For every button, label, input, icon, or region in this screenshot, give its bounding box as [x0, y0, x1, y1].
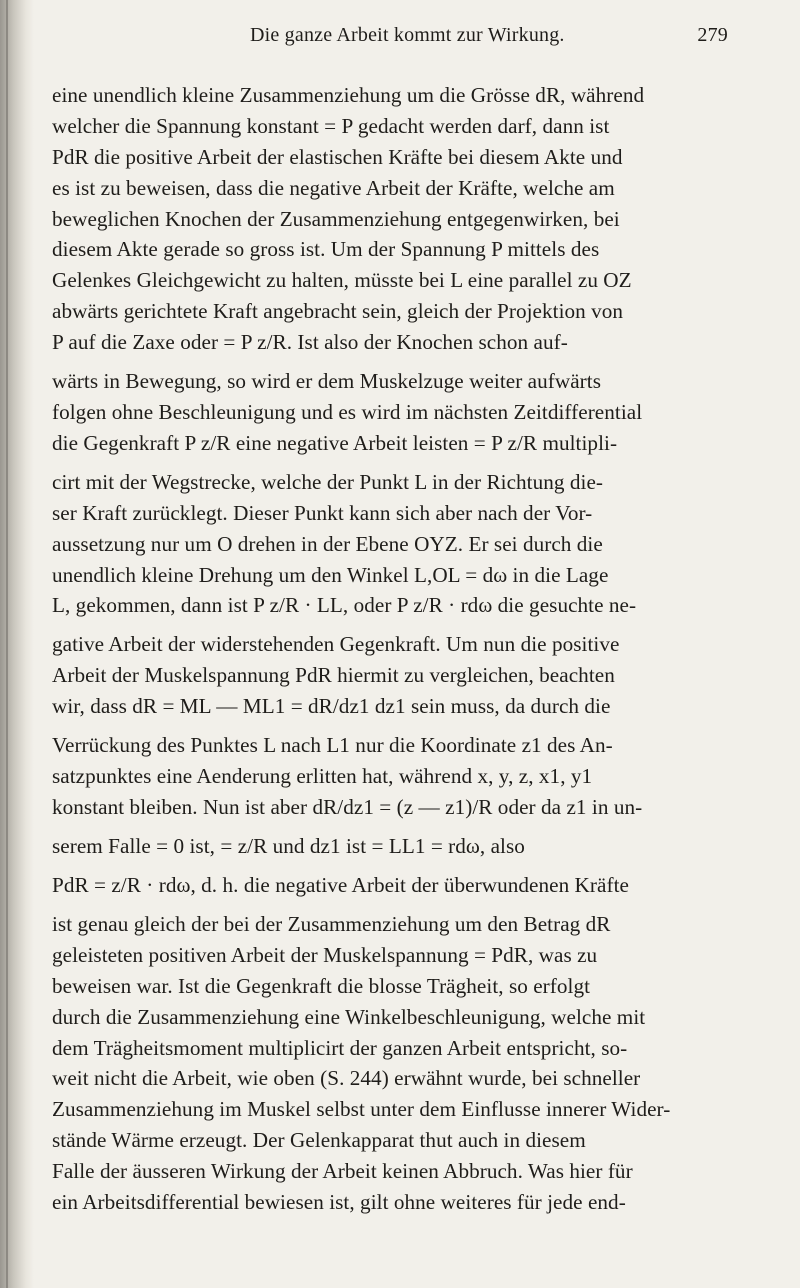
- text-line: serem Falle = 0 ist, = z/R und dz1 ist = LL1 = rdω, also: [52, 834, 525, 859]
- running-head: [52, 18, 728, 54]
- text-line: weit nicht die Arbeit, wie oben (S. 244) erwähnt wurde, bei schneller: [52, 1066, 641, 1091]
- text-line: Zusammenziehung im Muskel selbst unter dem Einflusse innerer Wider-: [52, 1097, 671, 1122]
- text-line: P auf die Zaxe oder = P z/R. Ist also der Knochen schon auf-: [52, 330, 568, 355]
- text-line: abwärts gerichtete Kraft angebracht sein, gleich der Projektion von: [52, 299, 624, 324]
- text-line: PdR die positive Arbeit der elastischen Kräfte bei diesem Akte und: [52, 144, 623, 169]
- text-line: dem Trägheitsmoment multiplicirt der ganzen Arbeit entspricht, so-: [52, 1035, 628, 1060]
- text-line: es ist zu beweisen, dass die negative Arbeit der Kräfte, welche am: [52, 175, 615, 200]
- book-binding-edge: [0, 0, 34, 1288]
- text-line: beweisen war. Ist die Gegenkraft die blosse Trägheit, so erfolgt: [52, 973, 591, 998]
- text-line: geleisteten positiven Arbeit der Muskelspannung = PdR, was zu: [52, 942, 598, 967]
- text-line: wir, dass dR = ML — ML1 = dR/dz1 dz1 sein muss, da durch die: [52, 694, 611, 719]
- text-line: folgen ohne Beschleunigung und es wird im nächsten Zeitdifferential: [52, 400, 643, 425]
- text-line: durch die Zusammenziehung eine Winkelbeschleunigung, welche mit: [52, 1004, 646, 1029]
- running-head-title: Die ganze Arbeit kommt zur Wirkung.: [250, 24, 565, 46]
- text-line: satzpunktes eine Aenderung erlitten hat, während x, y, z, x1, y1: [52, 764, 593, 789]
- text-line: eine unendlich kleine Zusammenziehung um die Grösse dR, während: [52, 83, 645, 107]
- page-number: 279: [697, 24, 728, 46]
- book-page: [52, 18, 728, 1218]
- text-line: ein Arbeitsdifferential bewiesen ist, gilt ohne weiteres für jede end-: [52, 1190, 626, 1215]
- text-line: Gelenkes Gleichgewicht zu halten, müsste bei L eine parallel zu OZ: [52, 268, 632, 293]
- text-line: ser Kraft zurücklegt. Dieser Punkt kann sich aber nach der Vor-: [52, 500, 593, 525]
- text-line: Falle der äusseren Wirkung der Arbeit keinen Abbruch. Was hier für: [52, 1159, 633, 1184]
- text-line: beweglichen Knochen der Zusammenziehung entgegenwirken, bei: [52, 206, 620, 231]
- text-line: wärts in Bewegung, so wird er dem Muskelzuge weiter aufwärts: [52, 369, 602, 394]
- text-line: gative Arbeit der widerstehenden Gegenkraft. Um nun die positive: [52, 632, 620, 657]
- text-line: welcher die Spannung konstant = P gedacht werden darf, dann ist: [52, 113, 610, 138]
- text-line: L, gekommen, dann ist P z/R · LL, oder P z/R · rdω die gesuchte ne-: [52, 593, 637, 618]
- text-line: PdR = z/R · rdω, d. h. die negative Arbeit der überwundenen Kräfte: [52, 873, 629, 898]
- text-line: Verrückung des Punktes L nach L1 nur die Koordinate z1 des An-: [52, 733, 613, 758]
- text-line: cirt mit der Wegstrecke, welche der Punkt L in der Richtung die-: [52, 469, 604, 494]
- text-line: aussetzung nur um O drehen in der Ebene OYZ. Er sei durch die: [52, 531, 603, 556]
- text-line: die Gegenkraft P z/R eine negative Arbeit leisten = P z/R multipli-: [52, 430, 618, 455]
- body-text: [52, 80, 728, 1218]
- text-line: diesem Akte gerade so gross ist. Um der Spannung P mittels des: [52, 237, 600, 262]
- text-line: Arbeit der Muskelspannung PdR hiermit zu vergleichen, beachten: [52, 663, 615, 688]
- text-line: stände Wärme erzeugt. Der Gelenkapparat thut auch in diesem: [52, 1128, 586, 1153]
- text-line: konstant bleiben. Nun ist aber dR/dz1 = (z — z1)/R oder da z1 in un-: [52, 795, 643, 820]
- text-line: ist genau gleich der bei der Zusammenziehung um den Betrag dR: [52, 912, 611, 937]
- text-line: unendlich kleine Drehung um den Winkel L,OL = dω in die Lage: [52, 562, 609, 587]
